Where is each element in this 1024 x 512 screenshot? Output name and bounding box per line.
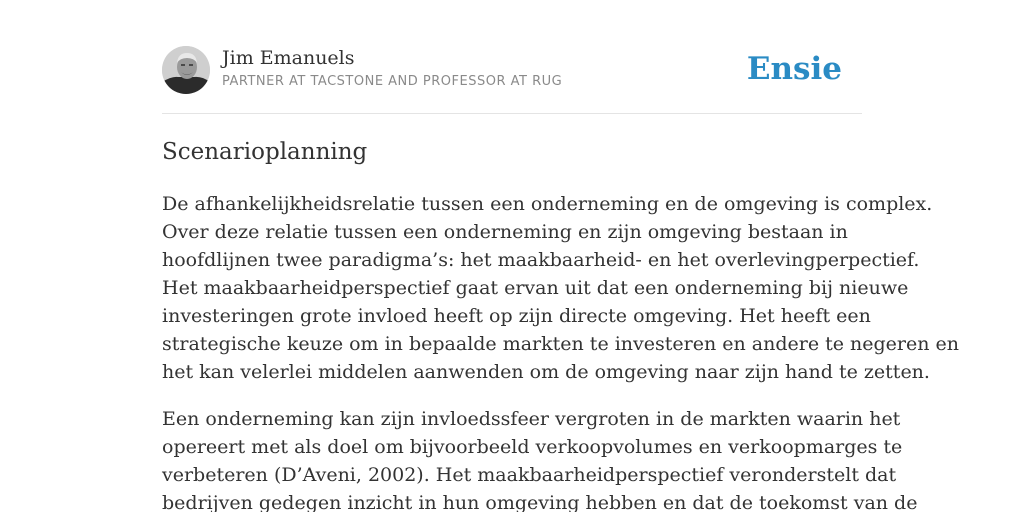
paragraph-line: investeringen grote invloed heeft op zijn directe omgeving. Het heeft een [162,305,871,327]
paragraph-line: het kan velerlei middelen aanwenden om de omgeving naar zijn hand te zetten. [162,361,930,383]
article-title: Scenarioplanning [162,139,368,165]
brand-logo[interactable]: Ensie [746,51,842,87]
avatar[interactable] [162,46,210,94]
author-header [162,46,862,96]
author-name[interactable]: Jim Emanuels [222,47,355,69]
paragraph-line: Het maakbaarheidperspectief gaat ervan uit dat een onderneming bij nieuwe [162,277,909,299]
paragraph-line: bedrijven gedegen inzicht in hun omgeving hebben en dat de toekomst van de [162,492,918,512]
paragraph-line: Een onderneming kan zijn invloedssfeer vergroten in de markten waarin het [162,408,901,430]
paragraph-line: strategische keuze om in bepaalde markten te investeren en andere te negeren en [162,333,959,355]
paragraph-line: De afhankelijkheidsrelatie tussen een onderneming en de omgeving is complex. [162,193,933,215]
paragraph-line: hoofdlijnen twee paradigma’s: het maakbaarheid- en het overlevingperpectief. [162,249,920,271]
article-body [162,190,959,512]
header-divider [162,113,862,114]
paragraph-line: verbeteren (D’Aveni, 2002). Het maakbaarheidperspectief veronderstelt dat [162,464,897,486]
paragraph-line: opereert met als doel om bijvoorbeeld verkoopvolumes en verkoopmarges te [162,436,903,458]
paragraph-line: Over deze relatie tussen een onderneming en zijn omgeving bestaan in [162,221,848,243]
author-role: PARTNER AT TACSTONE AND PROFESSOR AT RUG [222,74,563,89]
paragraph [162,405,918,512]
paragraph [162,190,959,386]
avatar-photo-icon [162,46,210,94]
